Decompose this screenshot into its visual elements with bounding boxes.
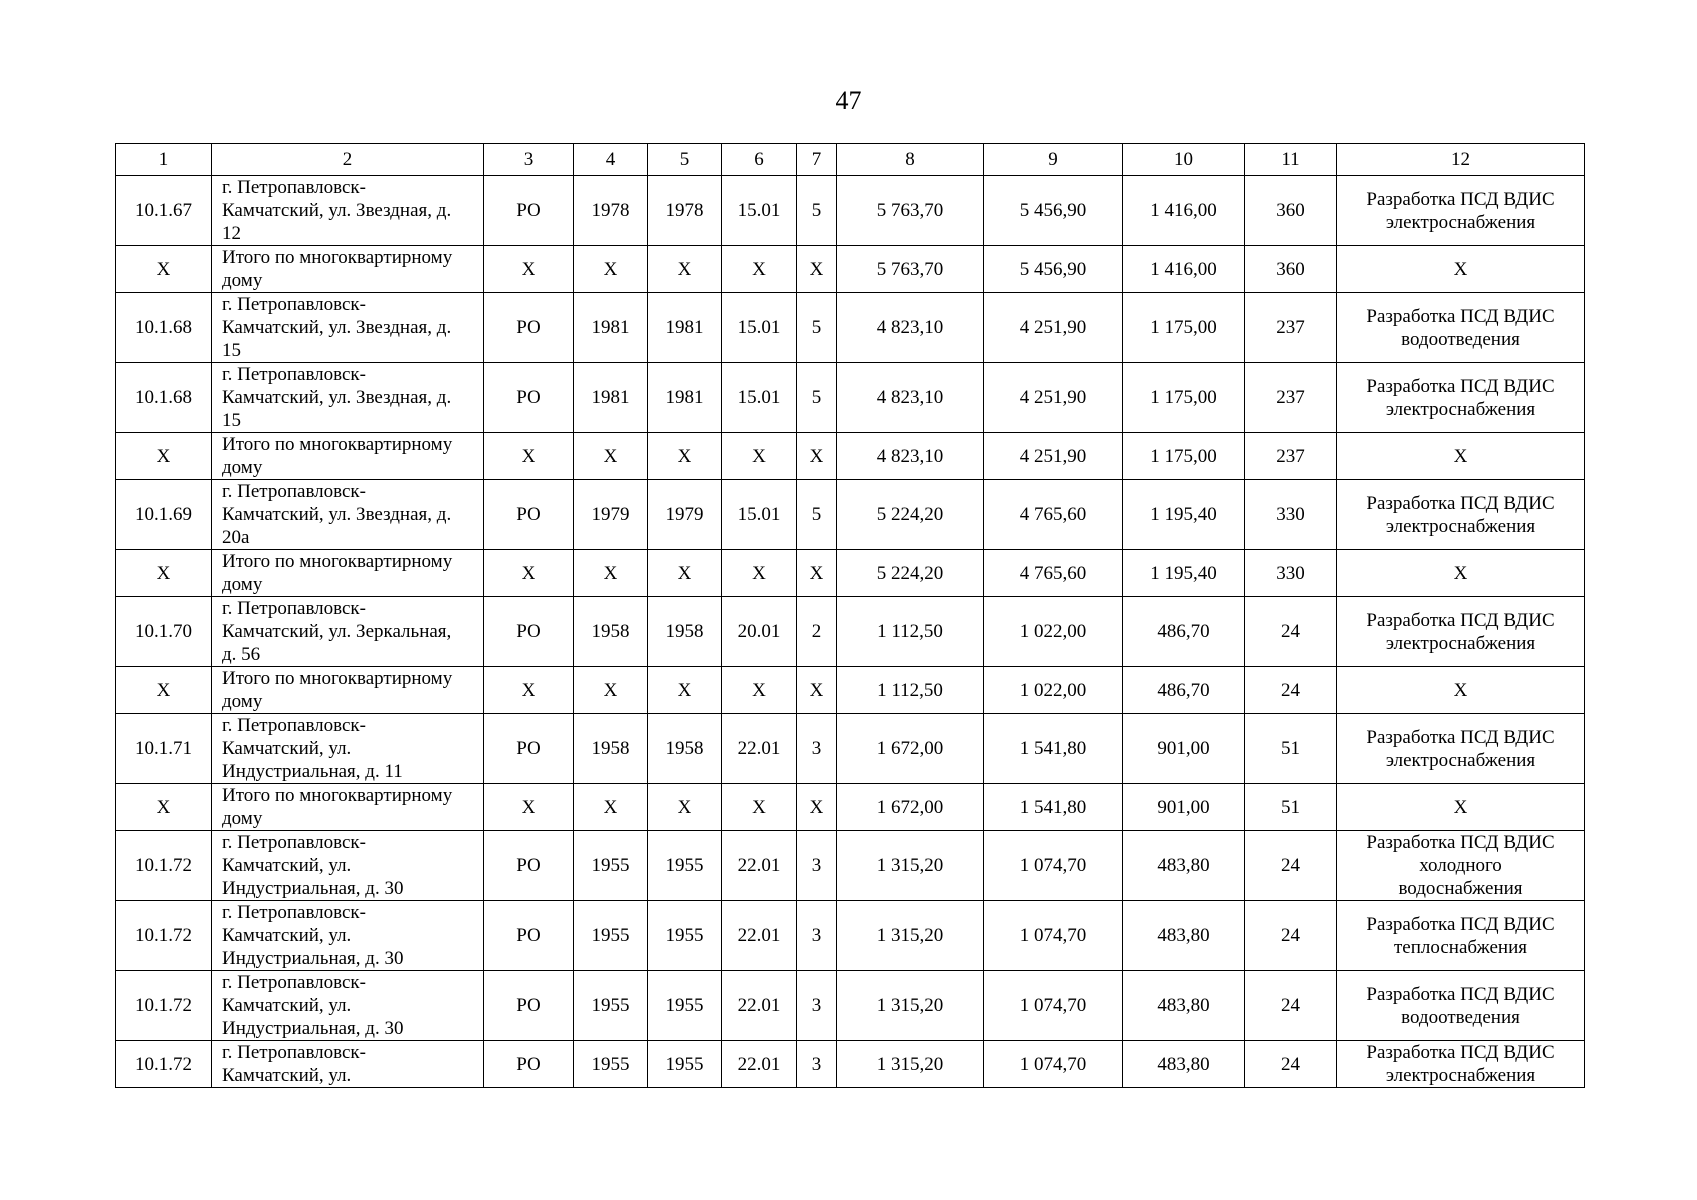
work-line: Разработка ПСД ВДИС xyxy=(1366,726,1555,748)
table-cell xyxy=(1337,176,1585,246)
table-row xyxy=(116,550,1585,597)
table-cell: 1979 xyxy=(574,480,648,550)
address-line: 12 xyxy=(222,223,241,244)
table-cell: 24 xyxy=(1245,1041,1337,1088)
table-cell: X xyxy=(484,550,574,597)
table-cell: 4 823,10 xyxy=(837,293,984,363)
address-line: Камчатский, ул. xyxy=(222,925,352,946)
table-cell: 5 456,90 xyxy=(984,246,1123,293)
table-cell: 5 763,70 xyxy=(837,176,984,246)
address-line: дому xyxy=(222,691,263,712)
table-cell: X xyxy=(722,784,797,831)
table-cell: РО xyxy=(484,971,574,1041)
address-line: дому xyxy=(222,457,263,478)
table-cell: 1955 xyxy=(574,971,648,1041)
table-cell: 1 112,50 xyxy=(837,597,984,667)
table-cell: 1955 xyxy=(648,901,722,971)
table-cell xyxy=(212,784,484,831)
address-line: г. Петропавловск- xyxy=(222,177,366,198)
table-cell: 1 195,40 xyxy=(1123,480,1245,550)
table-cell: X xyxy=(648,784,722,831)
table-cell: 10.1.69 xyxy=(116,480,212,550)
table-cell: X xyxy=(797,433,837,480)
address-line: г. Петропавловск- xyxy=(222,481,366,502)
table-cell: 15.01 xyxy=(722,176,797,246)
table-cell: 1955 xyxy=(574,901,648,971)
work-line: Разработка ПСД ВДИС xyxy=(1366,188,1555,210)
table-cell: X xyxy=(484,433,574,480)
table-cell: 4 251,90 xyxy=(984,433,1123,480)
address-line: Итого по многоквартирному xyxy=(222,551,453,572)
address-line: 15 xyxy=(222,340,241,361)
work-line: X xyxy=(1453,679,1468,701)
table-cell: 360 xyxy=(1245,176,1337,246)
address-line: г. Петропавловск- xyxy=(222,294,366,315)
table-cell: 486,70 xyxy=(1123,667,1245,714)
table-cell xyxy=(212,550,484,597)
table-cell: 1 416,00 xyxy=(1123,246,1245,293)
work-line: водоснабжения xyxy=(1398,878,1523,899)
table-cell xyxy=(212,714,484,784)
table-cell: РО xyxy=(484,714,574,784)
table-cell: 1 175,00 xyxy=(1123,363,1245,433)
table-cell: X xyxy=(484,784,574,831)
table-cell: 22.01 xyxy=(722,1041,797,1088)
column-header: 7 xyxy=(797,144,837,176)
address-line: Индустриальная, д. 30 xyxy=(222,948,404,969)
table-cell: 10.1.72 xyxy=(116,831,212,901)
page-number: 47 xyxy=(835,86,862,115)
table-cell xyxy=(212,667,484,714)
table-cell: 51 xyxy=(1245,784,1337,831)
table-cell: X xyxy=(484,246,574,293)
table-cell: 483,80 xyxy=(1123,901,1245,971)
table-cell: 10.1.68 xyxy=(116,363,212,433)
table-cell: X xyxy=(574,433,648,480)
table-cell: 15.01 xyxy=(722,293,797,363)
table-cell: 4 823,10 xyxy=(837,433,984,480)
table-cell: 1978 xyxy=(574,176,648,246)
table-cell: 1981 xyxy=(648,293,722,363)
address-line: Индустриальная, д. 30 xyxy=(222,1018,404,1039)
work-line: Разработка ПСД ВДИС xyxy=(1366,609,1555,631)
table-cell: 10.1.72 xyxy=(116,971,212,1041)
work-line: Разработка ПСД ВДИС xyxy=(1366,492,1555,514)
table-cell: 24 xyxy=(1245,901,1337,971)
work-line: водоотведения xyxy=(1401,1006,1520,1028)
table-cell xyxy=(1337,831,1585,901)
column-header: 6 xyxy=(722,144,797,176)
table-cell: 24 xyxy=(1245,831,1337,901)
table-cell xyxy=(1337,433,1585,480)
table-cell: 237 xyxy=(1245,363,1337,433)
table-cell: 22.01 xyxy=(722,901,797,971)
table-cell: 22.01 xyxy=(722,831,797,901)
table-cell: 330 xyxy=(1245,480,1337,550)
table-cell: 1 074,70 xyxy=(984,901,1123,971)
table-cell: 486,70 xyxy=(1123,597,1245,667)
table-cell: X xyxy=(574,667,648,714)
table-cell: 24 xyxy=(1245,597,1337,667)
table-cell: 3 xyxy=(797,831,837,901)
work-line: электроснабжения xyxy=(1385,632,1536,654)
table-cell xyxy=(1337,363,1585,433)
table-cell: 4 251,90 xyxy=(984,363,1123,433)
table-cell: X xyxy=(574,550,648,597)
table-row xyxy=(116,597,1585,667)
table-cell: 24 xyxy=(1245,971,1337,1041)
table-row xyxy=(116,901,1585,971)
work-line: X xyxy=(1453,258,1468,280)
table-cell: 1 074,70 xyxy=(984,831,1123,901)
table-cell: X xyxy=(116,433,212,480)
address-line: Итого по многоквартирному xyxy=(222,434,453,455)
table-row xyxy=(116,246,1585,293)
table-cell: 3 xyxy=(797,1041,837,1088)
table-cell xyxy=(1337,784,1585,831)
table-cell: 1979 xyxy=(648,480,722,550)
work-line: Разработка ПСД ВДИС xyxy=(1366,913,1555,935)
table-cell xyxy=(212,1041,484,1088)
table-cell: 1 022,00 xyxy=(984,667,1123,714)
work-line: электроснабжения xyxy=(1385,749,1536,771)
table-row xyxy=(116,714,1585,784)
table-cell xyxy=(1337,246,1585,293)
address-line: г. Петропавловск- xyxy=(222,1042,366,1063)
table-cell: 1 022,00 xyxy=(984,597,1123,667)
table-cell: 901,00 xyxy=(1123,714,1245,784)
table-row xyxy=(116,293,1585,363)
address-line: Итого по многоквартирному xyxy=(222,247,453,268)
address-line: Камчатский, ул. xyxy=(222,995,352,1016)
table-cell: X xyxy=(116,784,212,831)
table-row xyxy=(116,480,1585,550)
table-cell: X xyxy=(797,246,837,293)
table-cell: 3 xyxy=(797,901,837,971)
work-line: холодного xyxy=(1419,855,1502,876)
data-table xyxy=(115,143,1585,1088)
address-line: Камчатский, ул. xyxy=(222,855,352,876)
table-cell: 5 456,90 xyxy=(984,176,1123,246)
table-cell: 1958 xyxy=(648,597,722,667)
address-line: Камчатский, ул. xyxy=(222,738,352,759)
table-cell: 4 765,60 xyxy=(984,550,1123,597)
table-cell xyxy=(212,597,484,667)
work-line: Разработка ПСД ВДИС xyxy=(1366,983,1555,1005)
table-cell: X xyxy=(722,433,797,480)
work-line: водоотведения xyxy=(1401,328,1520,350)
table-cell: 237 xyxy=(1245,293,1337,363)
work-line: электроснабжения xyxy=(1385,515,1536,537)
table-cell xyxy=(212,293,484,363)
table-cell: X xyxy=(648,550,722,597)
table-cell: 1 175,00 xyxy=(1123,433,1245,480)
table-cell: 1 074,70 xyxy=(984,1041,1123,1088)
table-cell xyxy=(212,246,484,293)
table-cell xyxy=(212,176,484,246)
table-cell: 10.1.68 xyxy=(116,293,212,363)
table-cell: X xyxy=(116,550,212,597)
table-cell: 1981 xyxy=(574,363,648,433)
table-cell: 1 175,00 xyxy=(1123,293,1245,363)
table-body xyxy=(116,176,1585,1088)
table-cell: 22.01 xyxy=(722,714,797,784)
table-cell xyxy=(1337,480,1585,550)
address-line: Камчатский, ул. Звездная, д. xyxy=(222,200,452,221)
work-line: теплоснабжения xyxy=(1394,936,1527,958)
table-cell: X xyxy=(116,246,212,293)
table-cell: X xyxy=(648,433,722,480)
table-cell: РО xyxy=(484,363,574,433)
table-cell: 1 541,80 xyxy=(984,714,1123,784)
address-line: Камчатский, ул. xyxy=(222,1065,352,1086)
table-cell: X xyxy=(116,667,212,714)
address-line: дому xyxy=(222,808,263,829)
table-cell: 1 315,20 xyxy=(837,831,984,901)
table-cell: 15.01 xyxy=(722,480,797,550)
table-cell xyxy=(1337,550,1585,597)
table-row xyxy=(116,667,1585,714)
table-cell: 1 112,50 xyxy=(837,667,984,714)
column-header: 8 xyxy=(837,144,984,176)
table-cell: X xyxy=(722,246,797,293)
table-cell: 901,00 xyxy=(1123,784,1245,831)
table-row xyxy=(116,176,1585,246)
table-cell: 5 763,70 xyxy=(837,246,984,293)
table-cell: 1 074,70 xyxy=(984,971,1123,1041)
column-header: 12 xyxy=(1337,144,1585,176)
address-line: Камчатский, ул. Зеркальная, xyxy=(222,621,452,642)
table-cell: X xyxy=(722,667,797,714)
table-cell: 20.01 xyxy=(722,597,797,667)
table-cell: 483,80 xyxy=(1123,1041,1245,1088)
table-cell xyxy=(212,831,484,901)
table-cell: 1955 xyxy=(648,831,722,901)
work-line: Разработка ПСД ВДИС xyxy=(1366,1042,1555,1063)
table-cell xyxy=(1337,901,1585,971)
table-cell: 1 672,00 xyxy=(837,784,984,831)
table-cell: 2 xyxy=(797,597,837,667)
table-row xyxy=(116,971,1585,1041)
table-cell: 330 xyxy=(1245,550,1337,597)
table-cell: 10.1.71 xyxy=(116,714,212,784)
table-row xyxy=(116,363,1585,433)
table-cell: 1958 xyxy=(648,714,722,784)
table-cell: X xyxy=(797,784,837,831)
address-line: Индустриальная, д. 30 xyxy=(222,878,404,899)
address-line: г. Петропавловск- xyxy=(222,972,366,993)
column-header: 10 xyxy=(1123,144,1245,176)
table-cell: 3 xyxy=(797,714,837,784)
address-line: дому xyxy=(222,270,263,291)
table-cell: X xyxy=(648,667,722,714)
table-cell: X xyxy=(797,550,837,597)
work-line: X xyxy=(1453,562,1468,584)
address-line: 15 xyxy=(222,410,241,431)
table-cell xyxy=(212,901,484,971)
address-line: Индустриальная, д. 11 xyxy=(222,761,403,782)
table-cell: 1 195,40 xyxy=(1123,550,1245,597)
table-cell: 5 xyxy=(797,480,837,550)
work-line: Разработка ПСД ВДИС xyxy=(1366,305,1555,327)
table-cell: 5 xyxy=(797,293,837,363)
table-row xyxy=(116,784,1585,831)
table-cell: 483,80 xyxy=(1123,971,1245,1041)
table-row xyxy=(116,1041,1585,1088)
table-cell xyxy=(1337,971,1585,1041)
work-line: X xyxy=(1453,445,1468,467)
table-cell: 483,80 xyxy=(1123,831,1245,901)
table-cell: 10.1.67 xyxy=(116,176,212,246)
table-cell xyxy=(1337,293,1585,363)
table-cell: 237 xyxy=(1245,433,1337,480)
table-cell xyxy=(1337,597,1585,667)
table-cell: 10.1.72 xyxy=(116,901,212,971)
table-cell: 5 xyxy=(797,176,837,246)
table-cell: РО xyxy=(484,831,574,901)
address-line: Камчатский, ул. Звездная, д. xyxy=(222,387,452,408)
table-cell xyxy=(212,433,484,480)
address-line: Итого по многоквартирному xyxy=(222,785,453,806)
table-cell: 1 672,00 xyxy=(837,714,984,784)
table-cell: 24 xyxy=(1245,667,1337,714)
table-cell: X xyxy=(648,246,722,293)
table-cell: 5 xyxy=(797,363,837,433)
table-cell: 22.01 xyxy=(722,971,797,1041)
work-line: электроснабжения xyxy=(1385,1065,1536,1086)
table-cell xyxy=(212,363,484,433)
table-cell: 4 765,60 xyxy=(984,480,1123,550)
table-cell: 15.01 xyxy=(722,363,797,433)
work-line: электроснабжения xyxy=(1385,211,1536,233)
table-cell: X xyxy=(574,246,648,293)
table-cell: 1 541,80 xyxy=(984,784,1123,831)
address-line: Камчатский, ул. Звездная, д. xyxy=(222,504,452,525)
table-cell: 1981 xyxy=(648,363,722,433)
table-cell: РО xyxy=(484,597,574,667)
table-cell: 1955 xyxy=(648,1041,722,1088)
address-line: д. 56 xyxy=(222,644,261,665)
table-cell: РО xyxy=(484,293,574,363)
work-line: электроснабжения xyxy=(1385,398,1536,420)
table-cell: 1955 xyxy=(648,971,722,1041)
table-cell: 360 xyxy=(1245,246,1337,293)
table-cell xyxy=(1337,1041,1585,1088)
address-line: г. Петропавловск- xyxy=(222,902,366,923)
table-row xyxy=(116,433,1585,480)
table-cell: X xyxy=(797,667,837,714)
column-header: 1 xyxy=(116,144,212,176)
address-line: г. Петропавловск- xyxy=(222,598,366,619)
column-header: 3 xyxy=(484,144,574,176)
address-line: дому xyxy=(222,574,263,595)
address-line: Камчатский, ул. Звездная, д. xyxy=(222,317,452,338)
work-line: Разработка ПСД ВДИС xyxy=(1366,375,1555,397)
table-cell: 1958 xyxy=(574,597,648,667)
address-line: 20а xyxy=(222,527,250,548)
table-cell xyxy=(212,480,484,550)
table-cell: 10.1.72 xyxy=(116,1041,212,1088)
table-cell: РО xyxy=(484,901,574,971)
address-line: г. Петропавловск- xyxy=(222,832,366,853)
table-cell: РО xyxy=(484,480,574,550)
table-row xyxy=(116,831,1585,901)
table-cell: 4 823,10 xyxy=(837,363,984,433)
table-cell: 1955 xyxy=(574,1041,648,1088)
table-cell: 1 315,20 xyxy=(837,901,984,971)
table-cell xyxy=(1337,667,1585,714)
table-cell: 1955 xyxy=(574,831,648,901)
header-row xyxy=(116,144,1585,176)
table-cell: 1981 xyxy=(574,293,648,363)
address-line: г. Петропавловск- xyxy=(222,364,366,385)
table-cell: 5 224,20 xyxy=(837,480,984,550)
table-cell xyxy=(212,971,484,1041)
address-line: Итого по многоквартирному xyxy=(222,668,453,689)
table-cell: 3 xyxy=(797,971,837,1041)
address-line: г. Петропавловск- xyxy=(222,715,366,736)
work-line: Разработка ПСД ВДИС xyxy=(1366,832,1555,853)
column-header: 5 xyxy=(648,144,722,176)
table-cell: 1 315,20 xyxy=(837,971,984,1041)
table-cell: 1958 xyxy=(574,714,648,784)
work-line: X xyxy=(1453,796,1468,818)
table-cell: 1 416,00 xyxy=(1123,176,1245,246)
table-cell: X xyxy=(484,667,574,714)
table-cell: X xyxy=(722,550,797,597)
column-header: 11 xyxy=(1245,144,1337,176)
column-header: 4 xyxy=(574,144,648,176)
column-header: 2 xyxy=(212,144,484,176)
table-cell: 51 xyxy=(1245,714,1337,784)
table-cell xyxy=(1337,714,1585,784)
table-cell: X xyxy=(574,784,648,831)
column-header: 9 xyxy=(984,144,1123,176)
table-cell: 10.1.70 xyxy=(116,597,212,667)
table-cell: 5 224,20 xyxy=(837,550,984,597)
table-cell: 1978 xyxy=(648,176,722,246)
table-cell: 1 315,20 xyxy=(837,1041,984,1088)
table-cell: 4 251,90 xyxy=(984,293,1123,363)
table-cell: РО xyxy=(484,1041,574,1088)
table-cell: РО xyxy=(484,176,574,246)
